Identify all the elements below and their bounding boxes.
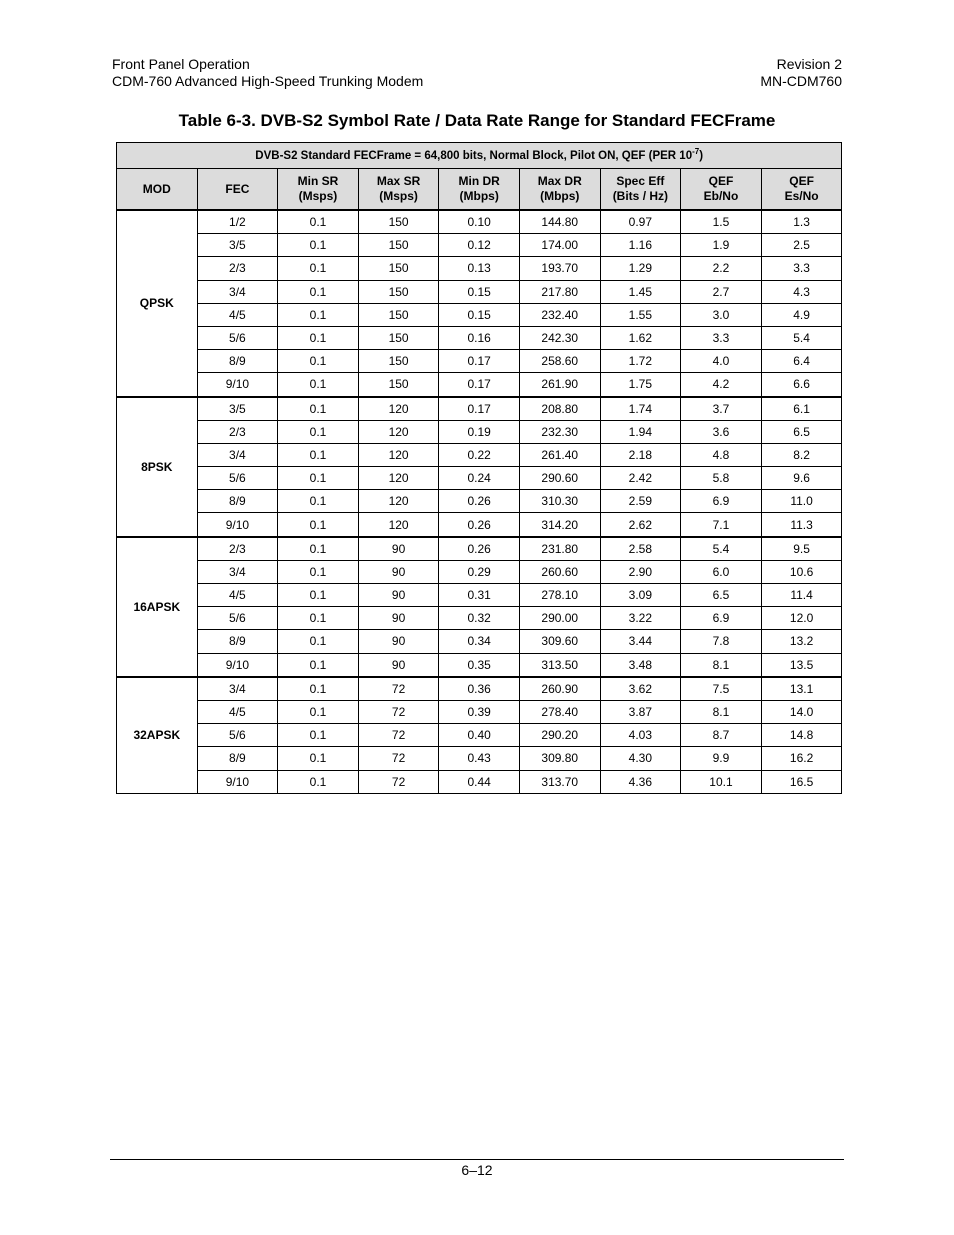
table-cell: 9.9	[681, 747, 762, 770]
data-rate-table	[116, 142, 842, 794]
table-cell: 72	[358, 700, 439, 723]
table-cell: 3.6	[681, 420, 762, 443]
table-cell: 0.43	[439, 747, 520, 770]
table-cell: 208.80	[519, 397, 600, 421]
table-cell: 0.26	[439, 513, 520, 537]
table-cell: 8/9	[197, 747, 278, 770]
table-row	[117, 537, 842, 561]
table-cell: 7.1	[681, 513, 762, 537]
table-cell: 0.1	[278, 350, 359, 373]
table-cell: 0.39	[439, 700, 520, 723]
column-header	[358, 169, 439, 211]
table-cell: 150	[358, 350, 439, 373]
table-cell: 0.17	[439, 350, 520, 373]
table-cell: 290.20	[519, 724, 600, 747]
table-cell: 0.36	[439, 677, 520, 701]
table-cell: 6.1	[761, 397, 842, 421]
table-row	[117, 747, 842, 770]
table-cell: 0.26	[439, 537, 520, 561]
table-row	[117, 397, 842, 421]
table-cell: 120	[358, 420, 439, 443]
table-cell: 313.50	[519, 653, 600, 677]
table-cell: 0.1	[278, 303, 359, 326]
table-cell: 0.1	[278, 210, 359, 234]
table-cell: 11.0	[761, 490, 842, 513]
table-cell: 0.1	[278, 537, 359, 561]
table-cell: 3.09	[600, 584, 681, 607]
table-cell: 0.40	[439, 724, 520, 747]
table-cell: 1.74	[600, 397, 681, 421]
table-cell: 0.22	[439, 443, 520, 466]
table-cell: 9.5	[761, 537, 842, 561]
table-cell: 8.7	[681, 724, 762, 747]
table-cell: 309.60	[519, 630, 600, 653]
table-cell: 0.12	[439, 234, 520, 257]
column-header-line: Es/No	[784, 189, 819, 203]
table-cell: 90	[358, 653, 439, 677]
table-cell: 120	[358, 443, 439, 466]
table-cell: 3.62	[600, 677, 681, 701]
table-cell: 3.0	[681, 303, 762, 326]
table-cell: 3.3	[681, 326, 762, 349]
table-cell: 2.7	[681, 280, 762, 303]
column-header-line: Eb/No	[703, 189, 739, 203]
table-cell: 1.72	[600, 350, 681, 373]
table-cell: 0.15	[439, 303, 520, 326]
table-cell: 3.3	[761, 257, 842, 280]
table-cell: 0.1	[278, 257, 359, 280]
table-cell: 120	[358, 513, 439, 537]
table-cell: 150	[358, 257, 439, 280]
table-cell: 0.1	[278, 373, 359, 397]
column-header	[278, 169, 359, 211]
table-cell: 0.1	[278, 280, 359, 303]
table-cell: 0.1	[278, 326, 359, 349]
modulation-cell: QPSK	[117, 210, 198, 397]
table-cell: 8.1	[681, 653, 762, 677]
table-cell: 150	[358, 303, 439, 326]
table-row	[117, 677, 842, 701]
table-cell: 13.1	[761, 677, 842, 701]
table-cell: 2.42	[600, 467, 681, 490]
column-header-line: Min DR	[458, 174, 500, 188]
table-cell: 242.30	[519, 326, 600, 349]
column-header	[761, 169, 842, 211]
table-cell: 0.13	[439, 257, 520, 280]
table-cell: 8.1	[681, 700, 762, 723]
table-cell: 3/4	[197, 560, 278, 583]
table-cell: 16.5	[761, 770, 842, 793]
table-cell: 90	[358, 630, 439, 653]
table-cell: 6.5	[761, 420, 842, 443]
table-caption-text: DVB-S2 Standard FECFrame = 64,800 bits, Normal Block, Pilot ON, QEF (PER 10	[255, 149, 693, 162]
header-document-title: CDM-760 Advanced High-Speed Trunking Modem	[112, 72, 424, 89]
table-row	[117, 467, 842, 490]
table-cell: 10.6	[761, 560, 842, 583]
table-cell: 314.20	[519, 513, 600, 537]
column-header-line: (Mbps)	[540, 189, 580, 203]
table-cell: 174.00	[519, 234, 600, 257]
table-cell: 278.40	[519, 700, 600, 723]
table-cell: 120	[358, 490, 439, 513]
table-cell: 3.44	[600, 630, 681, 653]
table-cell: 6.9	[681, 607, 762, 630]
table-cell: 2/3	[197, 257, 278, 280]
table-cell: 2/3	[197, 537, 278, 561]
table-cell: 0.1	[278, 467, 359, 490]
table-cell: 5/6	[197, 467, 278, 490]
table-caption-exponent: -7	[692, 146, 700, 156]
header-manual-number: MN-CDM760	[760, 72, 842, 89]
table-cell: 14.8	[761, 724, 842, 747]
table-cell: 313.70	[519, 770, 600, 793]
table-cell: 13.2	[761, 630, 842, 653]
table-cell: 150	[358, 210, 439, 234]
table-cell: 3/4	[197, 677, 278, 701]
table-cell: 0.1	[278, 700, 359, 723]
table-cell: 4.2	[681, 373, 762, 397]
table-row	[117, 653, 842, 677]
table-cell: 0.1	[278, 443, 359, 466]
table-cell: 0.1	[278, 513, 359, 537]
table-cell: 9/10	[197, 770, 278, 793]
table-row	[117, 584, 842, 607]
table-cell: 150	[358, 326, 439, 349]
table-cell: 0.31	[439, 584, 520, 607]
table-cell: 3/5	[197, 234, 278, 257]
table-cell: 5.4	[681, 537, 762, 561]
table-cell: 1.94	[600, 420, 681, 443]
table-cell: 120	[358, 397, 439, 421]
table-cell: 6.4	[761, 350, 842, 373]
table-cell: 2/3	[197, 420, 278, 443]
table-cell: 72	[358, 770, 439, 793]
table-cell: 1.62	[600, 326, 681, 349]
table-cell: 4.36	[600, 770, 681, 793]
table-cell: 150	[358, 234, 439, 257]
table-cell: 8/9	[197, 490, 278, 513]
table-cell: 310.30	[519, 490, 600, 513]
table-row	[117, 350, 842, 373]
table-cell: 0.1	[278, 490, 359, 513]
table-title: Table 6-3. DVB-S2 Symbol Rate / Data Rate Range for Standard FECFrame	[178, 111, 776, 130]
table-cell: 72	[358, 724, 439, 747]
table-cell: 4.30	[600, 747, 681, 770]
header-revision: Revision 2	[776, 56, 842, 72]
table-cell: 5.4	[761, 326, 842, 349]
table-cell: 8/9	[197, 350, 278, 373]
column-header-line: QEF	[708, 174, 734, 188]
table-cell: 4/5	[197, 584, 278, 607]
table-cell: 6.0	[681, 560, 762, 583]
page-number: 6–12	[461, 1162, 493, 1178]
table-cell: 290.00	[519, 607, 600, 630]
table-row	[117, 373, 842, 397]
column-header-line: Min SR	[297, 174, 339, 188]
table-cell: 9.6	[761, 467, 842, 490]
column-header	[519, 169, 600, 211]
table-row	[117, 630, 842, 653]
table-cell: 11.3	[761, 513, 842, 537]
table-cell: 0.1	[278, 420, 359, 443]
table-cell: 7.5	[681, 677, 762, 701]
table-cell: 309.80	[519, 747, 600, 770]
table-cell: 72	[358, 677, 439, 701]
header-section-title: Front Panel Operation	[112, 56, 250, 72]
column-header-row	[117, 169, 842, 211]
table-cell: 1.9	[681, 234, 762, 257]
table-cell: 3.87	[600, 700, 681, 723]
page-header-right	[760, 56, 842, 89]
table-cell: 5/6	[197, 724, 278, 747]
column-header-line: Max SR	[376, 174, 421, 188]
table-cell: 278.10	[519, 584, 600, 607]
table-cell: 2.5	[761, 234, 842, 257]
table-cell: 1.55	[600, 303, 681, 326]
table-cell: 0.26	[439, 490, 520, 513]
modulation-cell: 16APSK	[117, 537, 198, 677]
table-cell: 0.44	[439, 770, 520, 793]
table-cell: 4.0	[681, 350, 762, 373]
column-header	[439, 169, 520, 211]
table-cell: 150	[358, 373, 439, 397]
table-row	[117, 770, 842, 793]
table-row	[117, 303, 842, 326]
table-cell: 2.90	[600, 560, 681, 583]
table-cell: 120	[358, 467, 439, 490]
table-cell: 4/5	[197, 303, 278, 326]
table-cell: 0.1	[278, 747, 359, 770]
table-cell: 290.60	[519, 467, 600, 490]
table-cell: 0.1	[278, 584, 359, 607]
table-cell: 4.3	[761, 280, 842, 303]
table-cell: 3.22	[600, 607, 681, 630]
table-cell: 0.17	[439, 373, 520, 397]
table-row	[117, 280, 842, 303]
table-cell: 2.59	[600, 490, 681, 513]
column-header-line: (Mbps)	[459, 189, 499, 203]
table-cell: 13.5	[761, 653, 842, 677]
table-cell: 9/10	[197, 373, 278, 397]
table-cell: 1.45	[600, 280, 681, 303]
table-cell: 2.18	[600, 443, 681, 466]
table-cell: 8.2	[761, 443, 842, 466]
table-cell: 0.1	[278, 724, 359, 747]
table-cell: 0.1	[278, 560, 359, 583]
table-cell: 260.90	[519, 677, 600, 701]
table-cell: 150	[358, 280, 439, 303]
table-cell: 0.1	[278, 607, 359, 630]
footer-divider	[110, 1159, 844, 1160]
table-cell: 0.29	[439, 560, 520, 583]
column-header	[117, 169, 198, 211]
column-header-line: QEF	[789, 174, 814, 188]
column-header-line: Max DR	[537, 174, 582, 188]
table-cell: 90	[358, 584, 439, 607]
table-cell: 0.1	[278, 677, 359, 701]
table-cell: 5.8	[681, 467, 762, 490]
table-cell: 0.1	[278, 630, 359, 653]
table-body	[117, 210, 842, 793]
modulation-cell: 32APSK	[117, 677, 198, 793]
table-cell: 0.16	[439, 326, 520, 349]
table-cell: 4.03	[600, 724, 681, 747]
table-cell: 72	[358, 747, 439, 770]
table-row	[117, 326, 842, 349]
table-cell: 12.0	[761, 607, 842, 630]
table-cell: 0.1	[278, 653, 359, 677]
table-cell: 5/6	[197, 607, 278, 630]
table-cell: 0.1	[278, 397, 359, 421]
column-header	[681, 169, 762, 211]
table-cell: 4.8	[681, 443, 762, 466]
table-row	[117, 560, 842, 583]
table-cell: 0.32	[439, 607, 520, 630]
table-cell: 0.24	[439, 467, 520, 490]
table-row	[117, 234, 842, 257]
table-cell: 4/5	[197, 700, 278, 723]
table-row	[117, 257, 842, 280]
table-row	[117, 724, 842, 747]
table-cell: 16.2	[761, 747, 842, 770]
table-cell: 10.1	[681, 770, 762, 793]
table-cell: 0.15	[439, 280, 520, 303]
table-cell: 4.9	[761, 303, 842, 326]
table-caption-close: )	[699, 149, 704, 162]
table-cell: 90	[358, 607, 439, 630]
table-cell: 261.40	[519, 443, 600, 466]
table-cell: 3/4	[197, 280, 278, 303]
table-cell: 6.5	[681, 584, 762, 607]
table-cell: 6.6	[761, 373, 842, 397]
table-cell: 258.60	[519, 350, 600, 373]
table-row	[117, 420, 842, 443]
column-header	[600, 169, 681, 211]
table-cell: 0.1	[278, 234, 359, 257]
table-cell: 1.29	[600, 257, 681, 280]
table-cell: 1.16	[600, 234, 681, 257]
table-cell: 3.7	[681, 397, 762, 421]
table-cell: 9/10	[197, 653, 278, 677]
table-cell: 3.48	[600, 653, 681, 677]
table-cell: 1.3	[761, 210, 842, 234]
table-cell: 231.80	[519, 537, 600, 561]
table-cell: 0.17	[439, 397, 520, 421]
table-cell: 0.10	[439, 210, 520, 234]
column-header	[197, 169, 278, 211]
table-row	[117, 210, 842, 234]
table-cell: 144.80	[519, 210, 600, 234]
table-cell: 0.34	[439, 630, 520, 653]
table-cell: 14.0	[761, 700, 842, 723]
table-cell: 0.35	[439, 653, 520, 677]
table-cell: 11.4	[761, 584, 842, 607]
column-header-line: Spec Eff	[616, 174, 665, 188]
table-cell: 3/5	[197, 397, 278, 421]
table-cell: 90	[358, 537, 439, 561]
table-cell: 260.60	[519, 560, 600, 583]
table-row	[117, 490, 842, 513]
table-cell: 2.62	[600, 513, 681, 537]
table-row	[117, 700, 842, 723]
page-header-left	[112, 56, 423, 89]
table-cell: 232.40	[519, 303, 600, 326]
table-cell: 7.8	[681, 630, 762, 653]
table-cell: 0.19	[439, 420, 520, 443]
table-cell: 6.9	[681, 490, 762, 513]
table-cell: 0.97	[600, 210, 681, 234]
column-header-line: (Msps)	[298, 189, 338, 203]
table-cell: 0.1	[278, 770, 359, 793]
modulation-cell: 8PSK	[117, 397, 198, 537]
table-cell: 2.58	[600, 537, 681, 561]
table-cell: 193.70	[519, 257, 600, 280]
column-header-line: FEC	[225, 181, 250, 196]
table-cell: 2.2	[681, 257, 762, 280]
table-cell: 1.75	[600, 373, 681, 397]
table-cell: 261.90	[519, 373, 600, 397]
table-row	[117, 607, 842, 630]
table-row	[117, 513, 842, 537]
table-row	[117, 443, 842, 466]
column-header-line: (Bits / Hz)	[612, 189, 669, 203]
table-cell: 9/10	[197, 513, 278, 537]
table-cell: 1.5	[681, 210, 762, 234]
table-cell: 217.80	[519, 280, 600, 303]
table-cell: 3/4	[197, 443, 278, 466]
column-header-line: (Msps)	[379, 189, 418, 203]
table-caption	[117, 143, 842, 169]
table-cell: 1/2	[197, 210, 278, 234]
table-cell: 8/9	[197, 630, 278, 653]
table-cell: 90	[358, 560, 439, 583]
table-cell: 5/6	[197, 326, 278, 349]
table-cell: 232.30	[519, 420, 600, 443]
column-header-line: MOD	[142, 181, 171, 196]
